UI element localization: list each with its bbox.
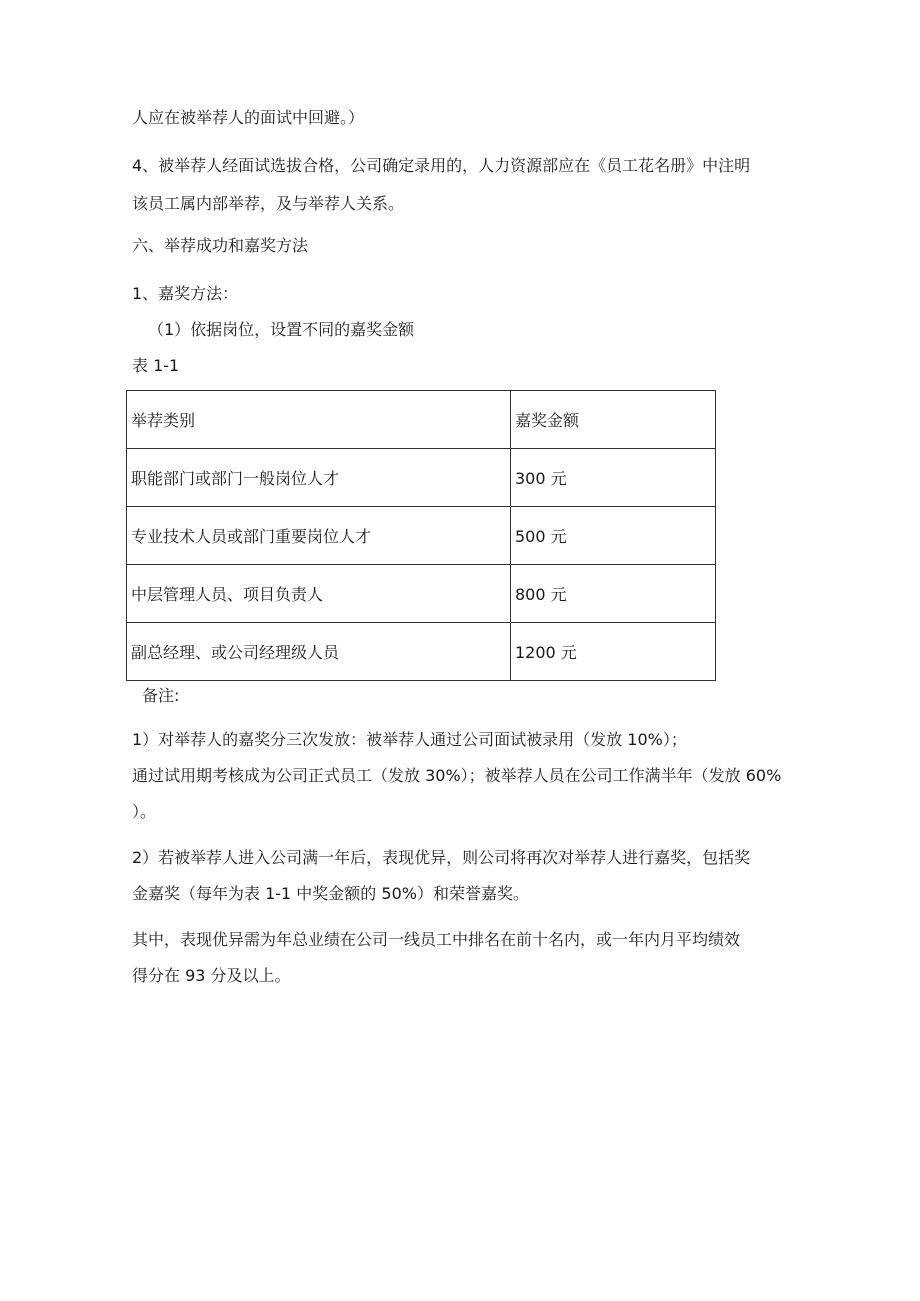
table-header-row [127, 391, 716, 449]
note1-line1: 1）对举荐人的嘉奖分三次发放：被举荐人通过公司面试被录用（发放 10%）； [132, 730, 687, 749]
table-header-amount: 嘉奖金额 [511, 391, 716, 449]
note3-line2: 得分在 93 分及以上。 [132, 966, 291, 985]
table-cell-amount: 500 元 [511, 507, 716, 565]
table-cell-category: 职能部门或部门一般岗位人才 [127, 449, 511, 507]
note1-line3: ）。 [132, 802, 157, 821]
table-cell-category: 专业技术人员或部门重要岗位人才 [127, 507, 511, 565]
note3-line1: 其中，表现优异需为年总业绩在公司一线员工中排名在前十名内，或一年内月平均绩效 [132, 930, 741, 949]
table-row [127, 507, 716, 565]
table-row [127, 623, 716, 681]
table-cell-amount: 1200 元 [511, 623, 716, 681]
item1-heading: 1、嘉奖方法： [132, 284, 239, 303]
note2-line2: 金嘉奖（每年为表 1-1 中奖金额的 50%）和荣誉嘉奖。 [132, 884, 529, 903]
paragraph-item4-line1: 4、被举荐人经面试选拔合格，公司确定录用的，人力资源部应在《员工花名册》中注明 [132, 156, 751, 175]
paragraph-interview-avoid: 人应在被举荐人的面试中回避。） [132, 108, 365, 127]
notes-label: 备注: [142, 686, 180, 705]
section-heading: 六、举荐成功和嘉奖方法 [132, 236, 309, 255]
paragraph-item4-line2: 该员工属内部举荐，及与举荐人关系。 [132, 194, 405, 213]
table-cell-category: 副总经理、或公司经理级人员 [127, 623, 511, 681]
note2-line1: 2）若被举荐人进入公司满一年后，表现优异，则公司将再次对举荐人进行嘉奖，包括奖 [132, 848, 751, 867]
note1-line2: 通过试用期考核成为公司正式员工（发放 30%）；被举荐人员在公司工作满半年（发放 60% [132, 766, 782, 785]
table-caption: 表 1-1 [132, 356, 180, 375]
table-row [127, 565, 716, 623]
table-cell-category: 中层管理人员、项目负责人 [127, 565, 511, 623]
table-row [127, 449, 716, 507]
table-header-category: 举荐类别 [127, 391, 511, 449]
reward-table [126, 390, 716, 681]
item1-subheading: （1）依据岗位，设置不同的嘉奖金额 [148, 320, 415, 339]
table-cell-amount: 800 元 [511, 565, 716, 623]
table-cell-amount: 300 元 [511, 449, 716, 507]
